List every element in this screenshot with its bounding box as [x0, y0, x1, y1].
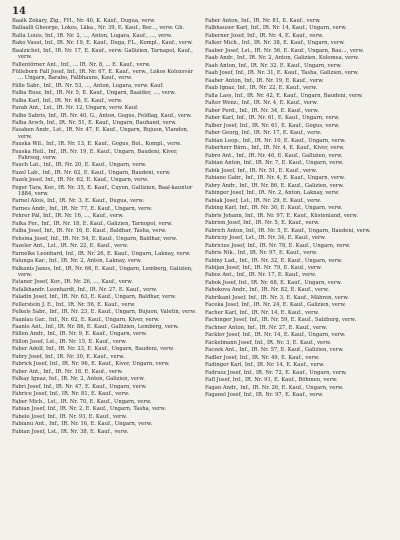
- list-item: Fazek Josef, Inf., IR. Nr. 62, E. Kauf., Ungarn, verw.: [12, 177, 149, 184]
- list-item: Farnel Alois, Inf., IR. Nr. 3, E. Kauf., Dugua, verw.: [12, 198, 144, 205]
- list-item: Fehsina Josef, Inf., IR. Nr. 54, E. Kauf., Ungarn, Baldhar, verw.: [12, 235, 178, 242]
- list-item: Faber Ant., Inf., IR. Nr. 18, E. Kauf., verw.: [12, 368, 123, 375]
- list-item: Fazel Lab., Inf., IR. Nr. 62, E. Kauf., Ungarn, Baudeni, verw.: [12, 169, 171, 176]
- list-item: Fälle Sabr., Inf., IR. Nr. 53, ..., Anton, Lugara, verw. Kauf.: [12, 82, 164, 89]
- list-item: Falba Josef, Inf., IR. Nr. 16, E. Kauf., Baldhar, Tasha, verw.: [12, 228, 167, 235]
- list-item: Fabokova Andr., Inf., IR. Nr. 82, E. Kauf., verw.: [205, 287, 329, 294]
- list-item: Rako Vasat, Inf., IR. Nr. 19, E. Kauf., Duga, FL., Kompl., Kauf., verw.: [12, 40, 193, 47]
- list-item: Fabrice Josef, Inf., IR. Nr. 81, E. Kauf., verw.: [12, 391, 130, 398]
- list-item: Faber Anton, Inf., IR. Nr. 81, E. Kauf., verw.: [205, 18, 321, 24]
- list-item: Fülleborn Fall Josef, Inf., IR. Nr. 67, E. Kauf., verw., Lokos Kolozsvár ... Ungarn, Barabo, Falbhauns, Kauf., verw.: [12, 69, 193, 82]
- list-item: Farab Ant., Lst., IR. Nr. 12, Ungarn, verw. Kauf.: [12, 105, 139, 112]
- list-item: Falba Arsch, Inf., IR. Nr. 51, E. Kauf., Ungarn, Bauhand, verw.: [12, 120, 177, 126]
- list-item: Faab Ignaz, Inf., IR. Nr. 22, E. Kauf., verw.: [205, 85, 318, 92]
- list-item: Fagan Andr., Inf., IR. Nr. 26, E. Kauf., Ungarn, verw.: [205, 384, 344, 391]
- list-item: Fabian Leop., Inf., IR. Nr. 10, E. Kauf., Ungarn, verw.: [205, 137, 346, 144]
- list-item: Fellerstein J. E., Inf., IR. Nr. 56, E. Kauf., verw.: [12, 301, 136, 308]
- list-item: Farnelke Leonhard, Inf., IR. Nr. 26, E. Kauf., Ungarn, Laknay, verw.: [12, 250, 191, 257]
- list-item: Falla Lass, Inf., IR. Nr. 42, E. Kauf., Ungarn, Baudeni, verw.: [205, 92, 363, 99]
- list-item: Fabelo Josef, Inf., IR. Nr. 93, E. Kauf., verw.: [12, 413, 128, 420]
- list-item: Fabian Josef, Inf., IR. Nr. 2, E. Kauf., Ungarn, Tasha, verw.: [12, 406, 167, 413]
- list-item: Ralla Louis, Inf., IR. Nr. 2, ..., Anton, Lugara, Kauf., ..., verw.: [12, 32, 173, 39]
- list-item: Fabian Josef, Lst., IR. Nr. 38, E. Kauf., verw.: [12, 428, 129, 435]
- list-item: Fabian Anton, Inf., IR. Nr. 7, E. Kauf., Ungarn, verw.: [205, 160, 344, 167]
- list-item: Faczek Ant., Inf., IR. Nr. 57, E. Kauf., Galizien, verw.: [205, 347, 344, 354]
- list-item: Fafalkhandr. Leonhardt, Inf., IR. Nr. 27, E. Kauf., verw.: [12, 286, 158, 293]
- list-item: Faladin Josef, Inf., IR. Nr. 63, E. Kauf., Ungarn, Baldhar, verw.: [12, 294, 177, 301]
- list-item: Faber Mich., Lst., IR. Nr. 70, E. Kauf., Ungarn, verw.: [12, 398, 152, 405]
- list-item: Feger Tara, Kor., IR. Nr. 35, E. Kauf., Cuyon, Gallizien, Baal-kauntor 1884, verw.: [12, 184, 193, 197]
- list-item: Fabrion Josef, Inf., IR. Nr. 5, E. Kauf., verw.: [205, 220, 320, 227]
- list-item: Fabik Josef, Inf., IR. Nr. 51, E. Kauf., verw.: [205, 167, 317, 174]
- list-item: Faberner Josef, Inf., IR. Nr. 4, E. Kauf., verw.: [205, 32, 324, 39]
- list-item: Fabris Nik., Inf., IR. Nr. 97, E. Kauf., verw.: [205, 250, 318, 257]
- list-item: Fafl Josef, Inf., IR. Nr. 91, E. Kauf., Böhmen, verw.: [205, 377, 338, 384]
- page-number: 14: [12, 6, 26, 17]
- list-item: Felkels Sabr., Inf., IR. Nr. 23, E. Kauf., Ungarn, Bujuon, Valetin, verw.: [12, 309, 197, 316]
- list-item: Falka Fer., Inf., IR. Nr. 18, E. Kauf., Galizien, Tarnopol, verw.: [12, 220, 173, 227]
- list-item: Faber Ferd., Inf., IR. Nr. 34, E. Kauf., verw.: [205, 107, 319, 114]
- list-item: Faaber Josef, Lst., IR. Nr. 56, E. Kauf., Ungarn, Bau..., verw.: [205, 47, 364, 54]
- list-item: Faanlau Gar., Inf., Nr. 62, E. Kauf., Ungarn, Kiver, verw.: [12, 316, 160, 323]
- list-item: Fabinger Josef, Inf., IR. Nr. 2, Anton, Laknay, verw.: [205, 190, 340, 197]
- list-item: Fällon Josef, Lst., IR. Nr. 15, E. Kauf., verw.: [12, 338, 127, 345]
- list-item: Faganel Josef, Inf., IR. Nr. 97, E. Kauf., verw.: [205, 392, 324, 399]
- list-item: Fadinger Karl, Inf., IR. Nr. 14, E. Kauf., verw.: [205, 362, 325, 369]
- list-item: Falbhauser Karl, Inf., IR. Nr. 14, Kauf., Ungarn, verw.: [205, 25, 347, 32]
- list-item: Fabiny Lad., Inf., IR. Nr. 32, E. Kauf., Ungarn, verw.: [205, 257, 343, 264]
- list-item: Fabriczy Josef, Lst., IR. Nr. 34, E. Kauf., verw.: [205, 235, 327, 242]
- list-item: Fauska Wil., Inf., IR. Nr. 13, E. Kauf., Gogus, Bol., Kompl., verw.: [12, 141, 182, 148]
- list-item: Falbe Sabris, Inf., IR. Nr. 40, G., Anton, Gogus, Feldlag, Kauf., verw.: [12, 112, 192, 119]
- list-item: Fabricius Josef, Inf., IR. Nr. 78, E. Kauf., Ungarn, verw.: [205, 242, 351, 249]
- list-item: Fackler Josef, Inf., IR. Nr. 14, E. Kauf., Ungarn, verw.: [205, 332, 346, 339]
- list-item: Fabiano Gabr., Inf., IR. Nr. 4, E. Kauf., Ungarn, verw.: [205, 175, 345, 182]
- list-item: Faab Josef, Inf., IR. Nr. 31, E. Kauf., Tasha, Galizien, verw.: [205, 70, 359, 77]
- list-item: Faab Anton, Inf., IR. Nr. 32, E. Kauf., Ungarn, verw.: [205, 62, 342, 69]
- list-item: Faber Adolf, Inf., IR. Nr. 23, E. Kauf., Ungarn, Baudeni, verw.: [12, 346, 175, 353]
- list-item: Fallentörner Ant., Inf., ... IR. Nr. 8, ... E. Kauf., verw.: [12, 61, 151, 68]
- list-item: Fabok Josef, Inf., IR. Nr. 68, E. Kauf., Ungarn, verw.: [205, 279, 342, 286]
- list-item: Fauch Lat., Inf., IR. Nr. 20, E. Kauf., Ungarn, verw.: [12, 162, 147, 169]
- list-item: Fehrer Pál, Inf., IR. Nr. 16, ..., Kauf., verw.: [12, 213, 124, 220]
- left-column: [12, 18, 197, 532]
- list-item: Fabianu Ant., Inf., IR. Nr. 16, E. Kauf., Ungarn, verw.: [12, 421, 153, 428]
- list-item: Fachner Anton, Inf., IR. Nr. 27, E. Kauf., verw.: [205, 324, 328, 331]
- list-item: Fauska Heil., Inf., IR. Nr. 19, E. Kauf., Ungarn, Baudeni, Kiver, Fahrsog, verw.: [12, 148, 178, 161]
- list-item: Falter Wenz., Inf., IR. Nr. 4, E. Kauf., verw.: [205, 100, 318, 107]
- list-item: Facher Karl, Inf., IR. Nr. 14, E. Kauf., verw.: [205, 309, 320, 316]
- list-item: Falkanis Janos, Inf., IR. Nr. 66, E. Kauf., Ungarn, Lemberg, Galizien, verw.: [12, 265, 193, 278]
- list-item: Fabri Josef, Inf., IR. Nr. 47, E. Kauf., Ungarn, verw.: [12, 383, 147, 390]
- list-item: Fadler Josef, Inf., IR. Nr. 49, E. Kauf., verw.: [205, 354, 320, 361]
- list-item: Fällen Andr., Inf., IR. Nr. 9, E. Kauf., Ungarn, verw.: [12, 331, 148, 338]
- list-item: Fabris Johann, Inf., IR. Nr. 97, E. Kauf., Küstenland, verw.: [205, 212, 358, 219]
- list-item: Fabro Ant., Inf., IR. Nr. 46, E. Kauf., Gallizien, verw.: [205, 152, 343, 159]
- list-item: Falunga Kar., Inf., IR. Nr. 2, Anton, Laknay, verw.: [12, 258, 142, 265]
- list-item: Faanlo Ant., Inf., IR. Nr. 86, E. Kauf., Gallizien, Lemberg, verw.: [12, 324, 179, 330]
- list-item: Fadrusz Josef, Inf., IR. Nr. 72, E. Kauf., Ungarn, verw.: [205, 369, 347, 376]
- list-item: Baalk Zekary, Zlg., FH., Nr. 40, K. Kauf., Dugua, verw.: [12, 18, 156, 24]
- casualty-list: [12, 18, 390, 532]
- list-item: Fabrich Anton, Inf., IR. Nr. 5, E. Kauf., Ungarn, Baudeni, verw.: [205, 227, 371, 234]
- list-item: Faab Andr., Inf., IR. Nr. 2, Anton, Galizien, Kolomea, verw.: [205, 55, 360, 62]
- list-item: Fabrick Josef, Inf., IR. Nr. 96, E. Kauf., Kiver, Ungarn, verw.: [12, 361, 170, 368]
- list-item: Fataner Josef, Kor., IR. Nr. 26, ..., Kauf., verw.: [12, 279, 133, 286]
- list-item: Fabry Josef, Inf., IR. Nr. 30, E. Kauf., verw.: [12, 353, 125, 360]
- list-item: Falba Rusz, Inf., IR. Nr. 5, E. Kauf., Ungarn, Baalder, ..., verw.: [12, 90, 176, 97]
- list-item: Baalzichet, Inf., IR. Nr. 17, E. Kauf., verw. Gallizien, Tarnapol, Kauf., verw.: [12, 47, 193, 61]
- list-item: Fachinger Josef, Inf., IR. Nr. 59, E. Kauf., Salzburg, verw.: [205, 317, 357, 324]
- right-column: [205, 18, 390, 532]
- list-item: Fackelmann Josef, Inf., IR. Nr. 3, E. Kauf., verw.: [205, 339, 332, 346]
- list-item: Falker Mich., Inf., IR. Nr. 38, E. Kauf., Ungarn, verw.: [205, 40, 345, 47]
- list-item: Falba Karl, Inf., IR. Nr. 48, E. Kauf., verw.: [12, 97, 123, 104]
- list-item: Falber Josef, Inf., IR. Nr. 61, E. Kauf., Gogus, verw.: [205, 122, 340, 129]
- list-item: Fabrikant Josef, Inf., IR. Nr. 3, E. Kauf., Mähren, verw.: [205, 294, 349, 301]
- list-item: Fazeler Ant., Lst., IR. Nr. 22, E. Kauf., verw.: [12, 243, 129, 250]
- list-item: Faboz Ant., Inf., IR. Nr. 17, E. Kauf., verw.: [205, 272, 317, 279]
- list-item: Fabing Karl, Inf., IR. Nr. 30, E. Kauf., Ungarn, verw.: [205, 205, 343, 212]
- list-item: Fabiak Josef, Lst., IR. Nr. 29, E. Kauf., verw.: [205, 197, 322, 204]
- list-item: Fabijan Josef, Inf., IR. Nr. 79, E. Kauf., verw.: [205, 264, 322, 271]
- list-item: Falkay Ignaz, Inf., IR. Nr. 2, Anton, Galizien, verw.: [12, 376, 145, 383]
- list-item: Ballaalli Gheorge, Lokos, Läka., Nr. 39, E. Kauf., Ber..., verw. Gh.: [12, 25, 185, 32]
- list-item: Farnes Andr., Inf., IR. Nr. 77, E. Kauf., Ungarn, verw.: [12, 205, 153, 212]
- list-item: Fabry Andr., Inf., IR. Nr. 86, E. Kauf., Galizien, verw.: [205, 182, 344, 189]
- list-item: Faceka Josef, Inf., IR. Nr. 24, E. Kauf., Galizien, verw.: [205, 302, 346, 309]
- list-item: Faber Georg, Inf., IR. Nr. 17, E. Kauf., verw.: [205, 130, 322, 137]
- list-item: Faaber Anton, Inf., IR. Nr. 19, E. Kauf., verw.: [205, 77, 324, 84]
- list-item: Fasaben Andr., Lst., IR. Nr. 47, E. Kauf., Ungarn, Bujuon, Vlandon, verw.: [12, 127, 189, 140]
- list-item: Faberherr Bärn., Inf., IR. Nr. 4, E. Kauf., Kiver, verw.: [205, 145, 345, 152]
- list-item: Faber Karl, Inf., IR. Nr. 61, E. Kauf., Ungarn, verw.: [205, 115, 340, 122]
